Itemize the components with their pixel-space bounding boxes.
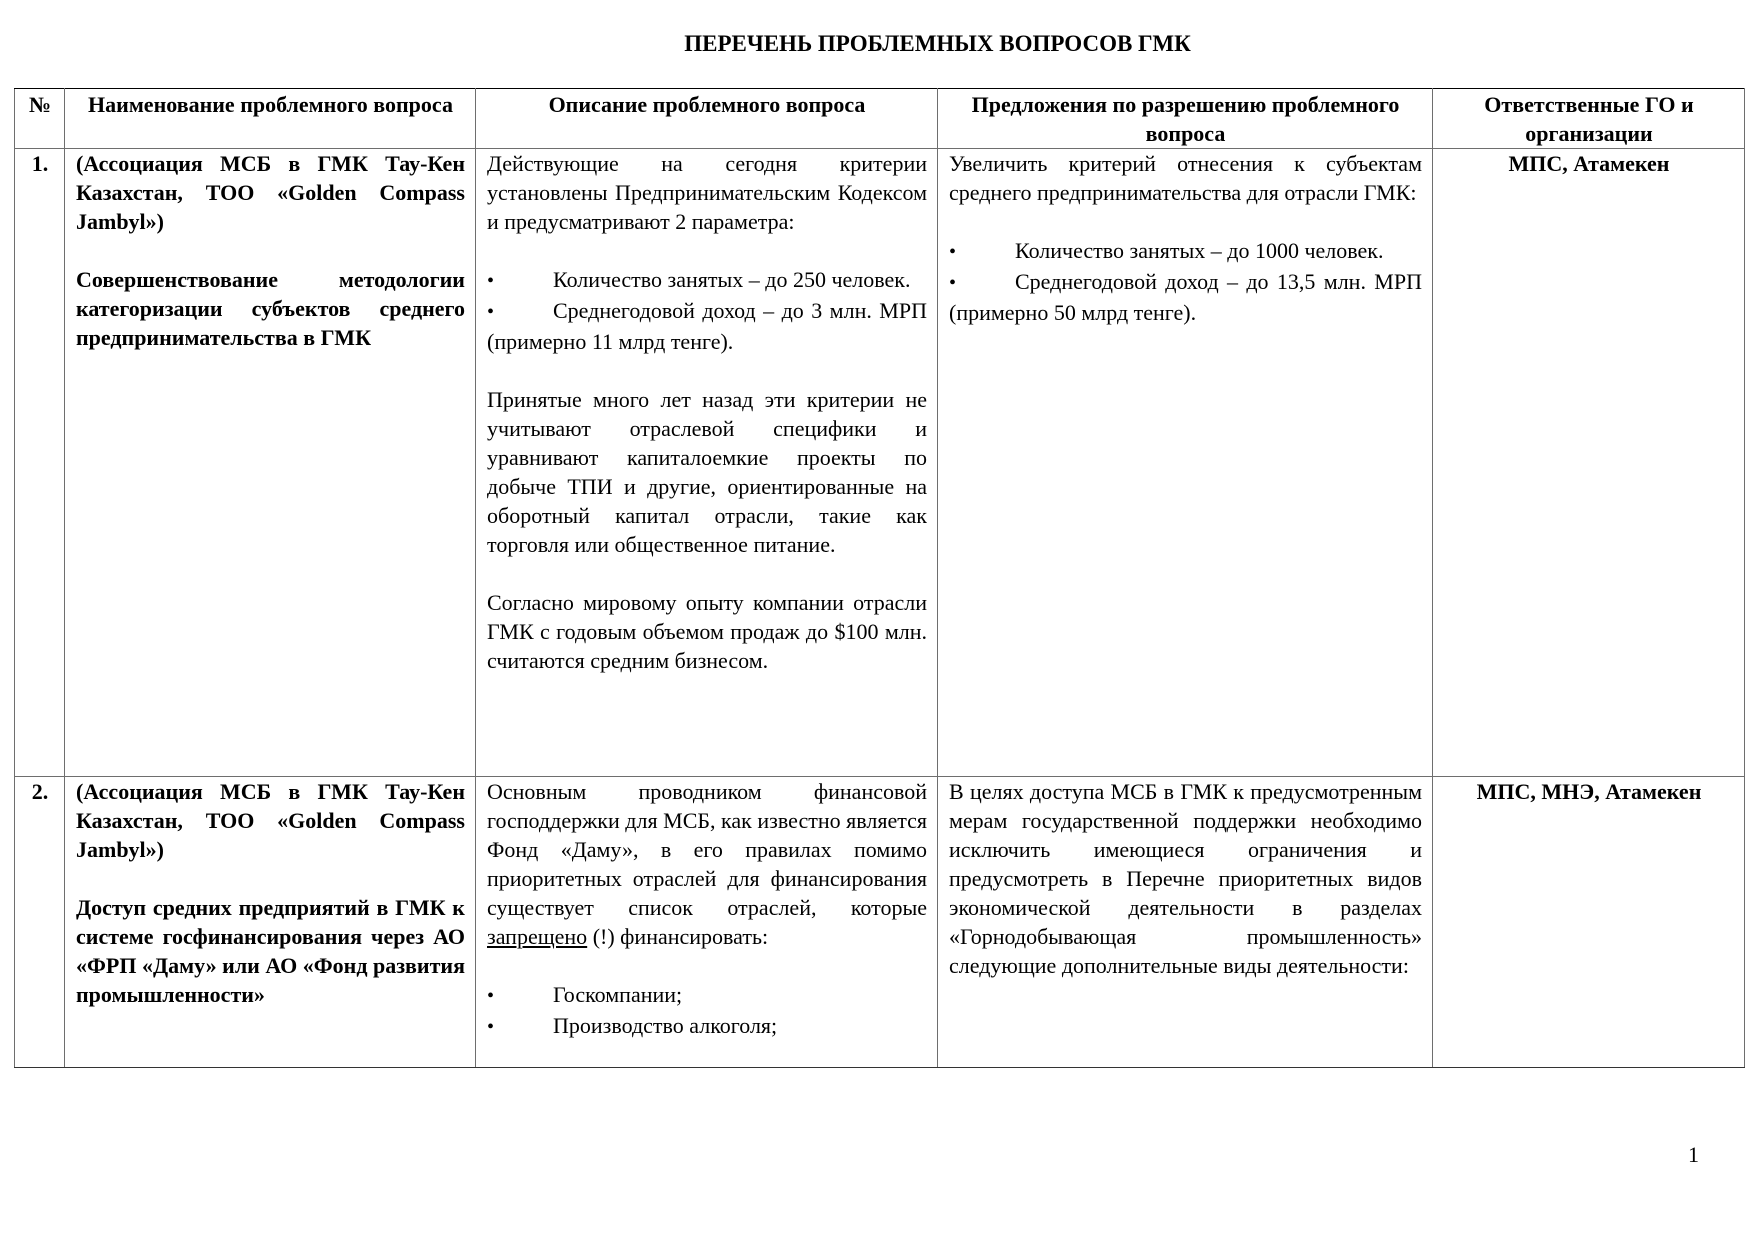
spacer [487, 559, 927, 588]
header-proposals: Предложения по разрешению проблемного вопроса [938, 89, 1433, 149]
bullet-icon: • [487, 301, 495, 323]
row-number: 1. [15, 149, 65, 777]
responsible-cell: МПС, Атамекен [1433, 149, 1745, 777]
spacer [487, 236, 927, 265]
issue-source: (Ассоциация МСБ в ГМК Тау-Кен Казахстан, ТОО «Golden Compass Jambyl») [76, 151, 465, 234]
issue-topic: Совершенствование методологии категоризации субъектов среднего предпринимательства в ГМК [76, 267, 465, 350]
issue-name-cell [65, 149, 476, 777]
proposals-cell [938, 777, 1433, 1068]
description-paragraph: Принятые много лет назад эти критерии не учитывают отраслевой специфики и уравнивают капиталоемкие проекты по добыче ТПИ и другие, ориентированные на оборотный капитал отрасли, такие как торговля или общественное питание. [487, 387, 927, 557]
spacer [487, 356, 927, 385]
proposals-cell [938, 149, 1433, 777]
spacer [76, 864, 465, 893]
bullet-icon: • [949, 241, 957, 263]
spacer [76, 236, 465, 265]
issue-name-cell [65, 777, 476, 1068]
issues-table [14, 88, 1745, 1068]
responsible-cell: МПС, МНЭ, Атамекен [1433, 777, 1745, 1068]
spacer [487, 951, 927, 980]
description-bullet [487, 296, 927, 356]
description-paragraph: Согласно мировому опыту компании отрасли ГМК с годовым объемом продаж до $100 млн. считаются средним бизнесом. [487, 590, 927, 673]
header-num: № [15, 89, 65, 149]
issue-source: (Ассоциация МСБ в ГМК Тау-Кен Казахстан, ТОО «Golden Compass Jambyl») [76, 779, 465, 862]
issue-description-cell [476, 777, 938, 1068]
proposal-intro: В целях доступа МСБ в ГМК к предусмотренным мерам государственной поддержки необходимо исключить имеющиеся ограничения и предусмотреть в Перечне приоритетных видов экономической деятельности в разделах «Горнодобывающая промышленность» следующие дополнительные виды деятельности: [949, 779, 1422, 978]
header-description: Описание проблемного вопроса [476, 89, 938, 149]
description-bullet [487, 980, 927, 1011]
row-number: 2. [15, 777, 65, 1068]
page-number: 1 [1688, 1142, 1699, 1167]
issue-topic: Доступ средних предприятий в ГМК к системе госфинансирования через АО «ФРП «Даму» или АО «Фонд развития промышленности» [76, 895, 465, 1007]
table-header-row [15, 89, 1745, 149]
bullet-text: Госкомпании; [553, 982, 683, 1007]
bullet-text: Количество занятых – до 1000 человек. [1015, 238, 1384, 263]
description-intro [487, 777, 927, 951]
bullet-icon: • [487, 270, 495, 292]
document-title: ПЕРЕЧЕНЬ ПРОБЛЕМНЫХ ВОПРОСОВ ГМК [684, 31, 1191, 56]
bullet-icon: • [949, 272, 957, 294]
description-intro-text-end: (!) финансировать: [587, 924, 769, 949]
description-bullet [487, 265, 927, 296]
bullet-text: Количество занятых – до 250 человек. [553, 267, 911, 292]
description-bullet [487, 1011, 927, 1042]
header-name: Наименование проблемного вопроса [65, 89, 476, 149]
bullet-icon: • [487, 985, 495, 1007]
table-row [15, 149, 1745, 777]
header-responsible: Ответственные ГО и организации [1433, 89, 1745, 149]
description-intro-text: Основным проводником финансовой господдержки для МСБ, как известно является Фонд «Даму», в его правилах помимо приоритетных отраслей для финансирования существует список отраслей, которые [487, 779, 927, 920]
bullet-text: Среднегодовой доход – до 13,5 млн. МРП (примерно 50 млрд тенге). [949, 269, 1422, 325]
underlined-emphasis: запрещено [487, 924, 588, 949]
proposal-intro: Увеличить критерий отнесения к субъектам среднего предпринимательства для отрасли ГМК: [949, 151, 1422, 205]
bullet-text: Среднегодовой доход – до 3 млн. МРП (примерно 11 млрд тенге). [487, 298, 927, 354]
table-row [15, 777, 1745, 1068]
issue-description-cell [476, 149, 938, 777]
proposal-bullet [949, 267, 1422, 327]
spacer [949, 207, 1422, 236]
bullet-text: Производство алкоголя; [553, 1013, 778, 1038]
proposal-bullet [949, 236, 1422, 267]
description-intro: Действующие на сегодня критерии установлены Предпринимательским Кодексом и предусматривают 2 параметра: [487, 151, 927, 234]
bullet-icon: • [487, 1016, 495, 1038]
